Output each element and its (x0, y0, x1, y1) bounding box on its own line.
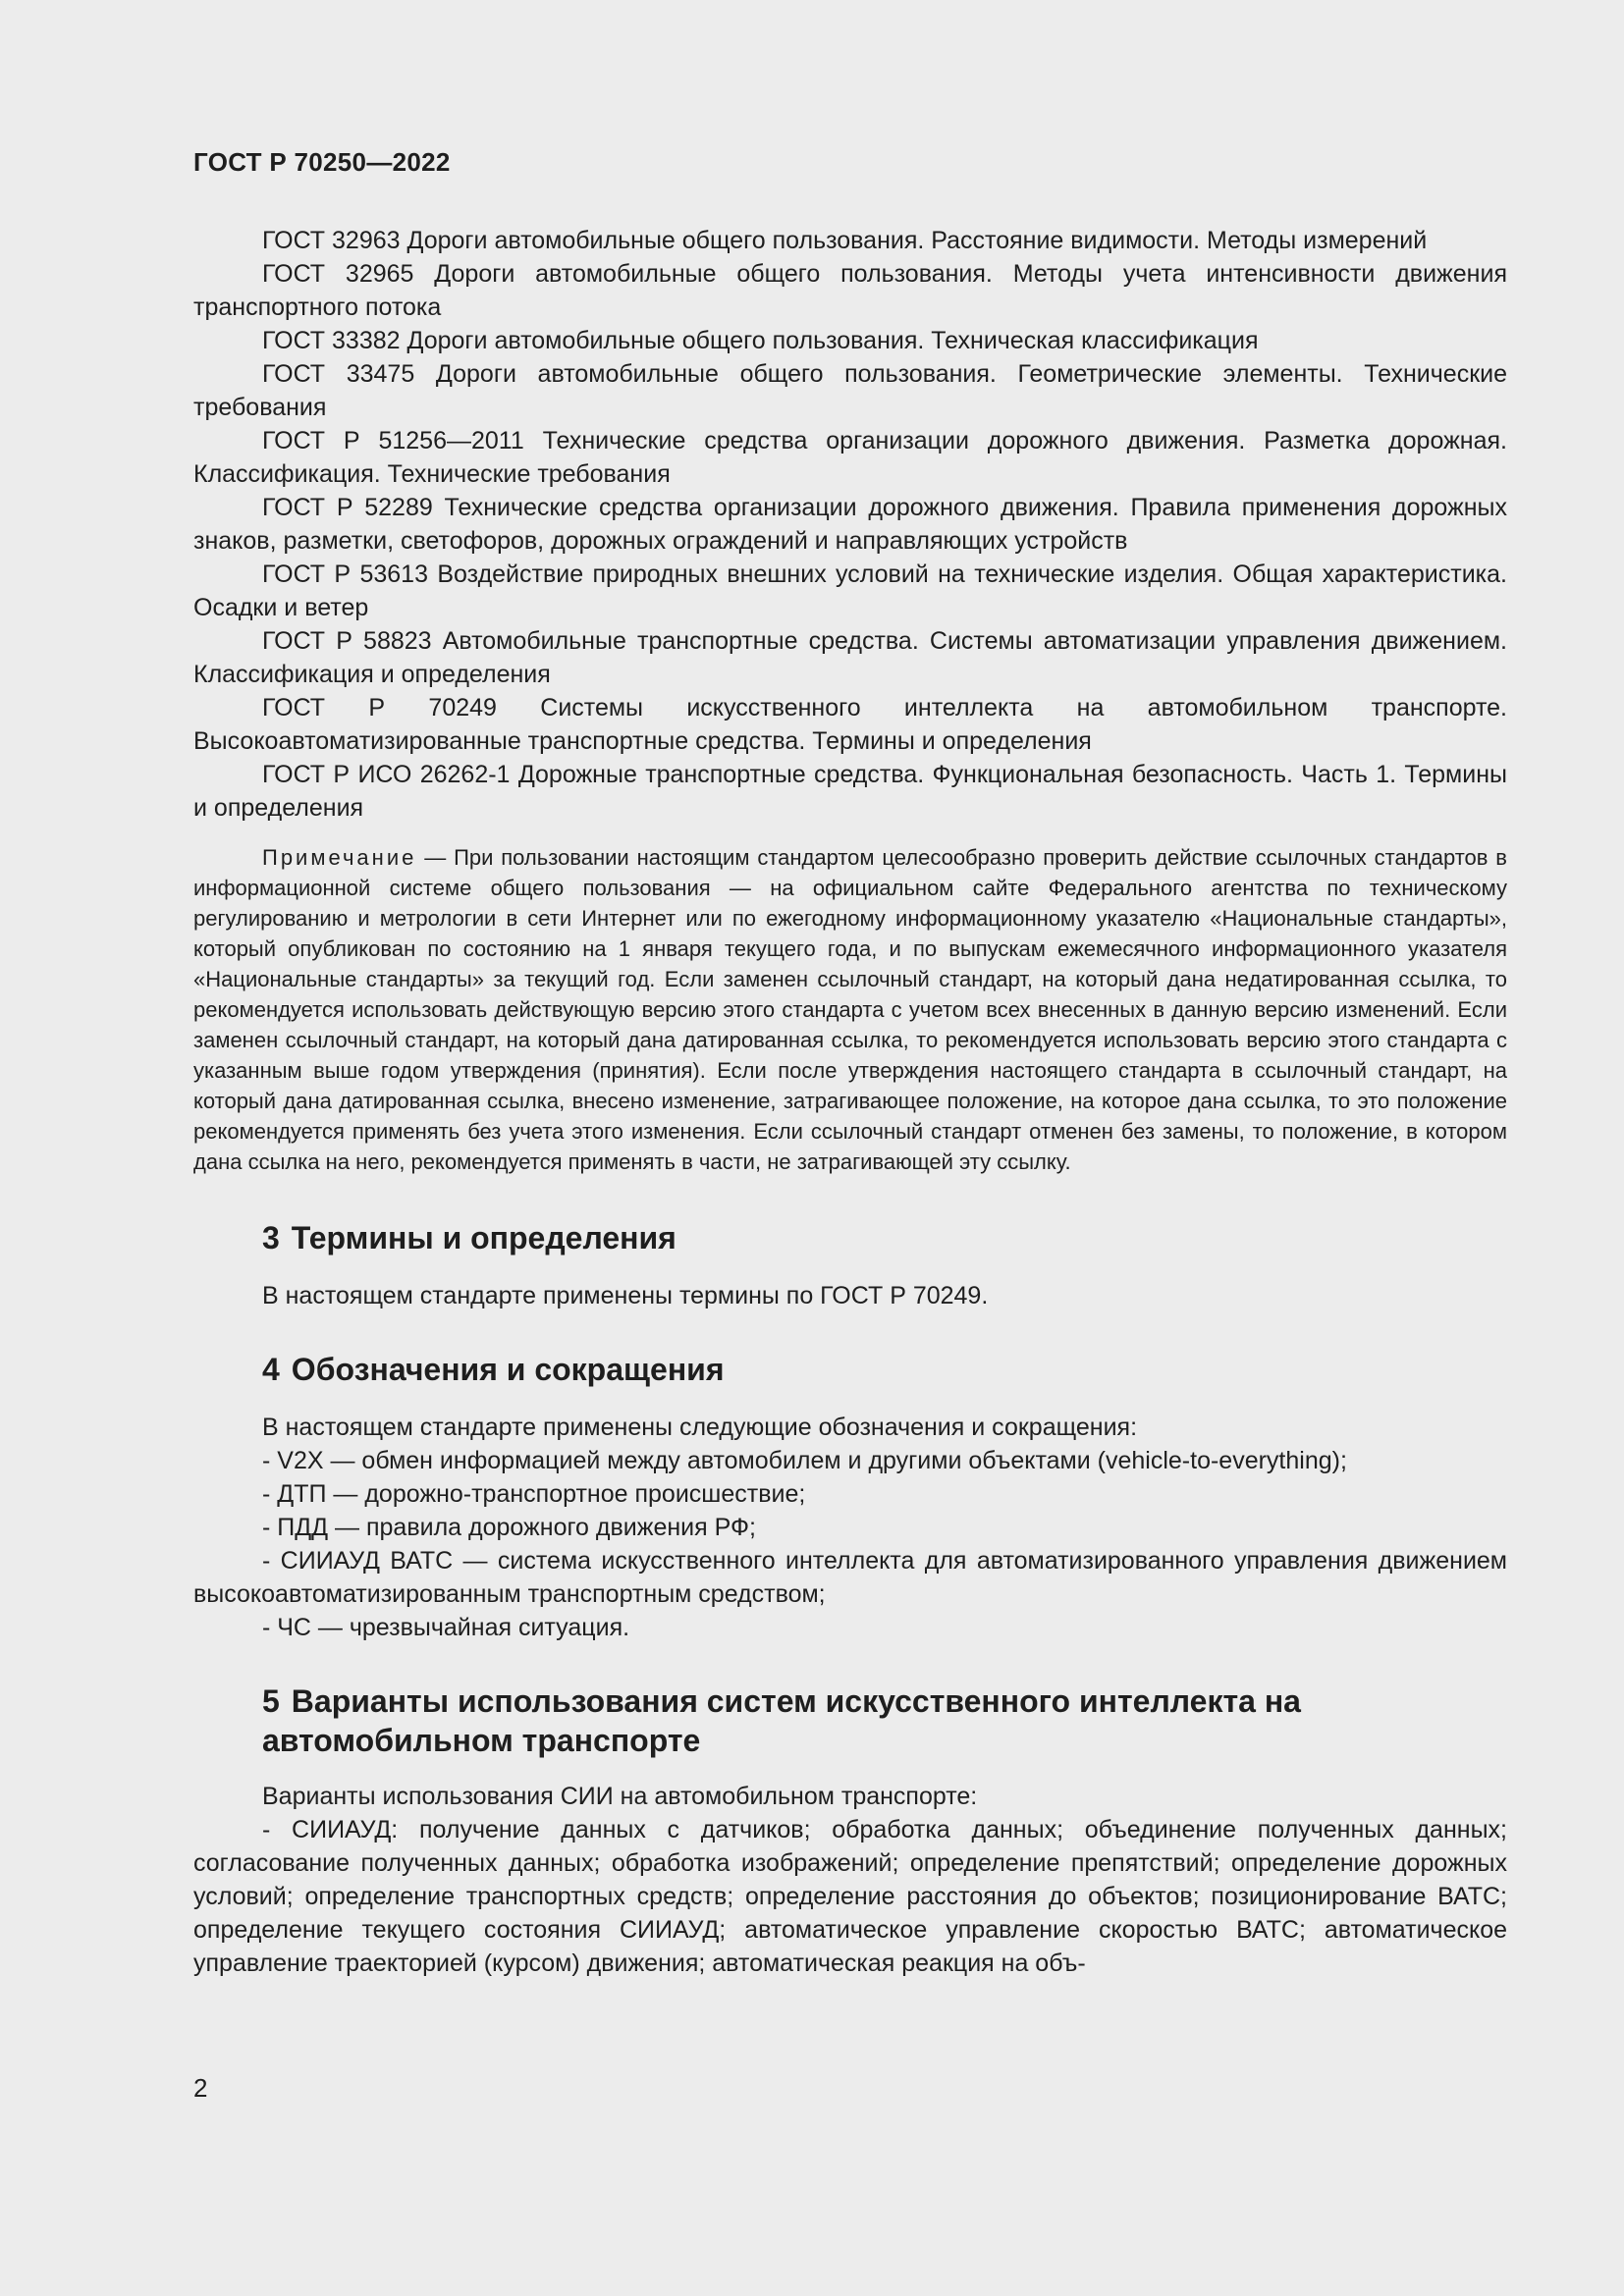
section-title: Обозначения и сокращения (291, 1352, 725, 1387)
page-number: 2 (193, 2073, 208, 2103)
reference-item: ГОСТ Р 58823 Автомобильные транспортные средства. Системы автоматизации управления движением. Классификация и определения (193, 627, 1507, 688)
reference-item: ГОСТ 32965 Дороги автомобильные общего пользования. Методы учета интенсивности движения транспортного потока (193, 260, 1507, 321)
section-4-heading (193, 1350, 1507, 1389)
section-number: 5 (262, 1683, 280, 1719)
abbreviation-item: - ПДД — правила дорожного движения РФ; (262, 1514, 756, 1541)
abbreviation-item: - СИИАУД ВАТС — система искусственного интеллекта для автоматизированного управления движением высокоавтоматизированным транспортным средством; (193, 1547, 1507, 1608)
note-label: Примечание (262, 845, 417, 870)
section-4-intro: В настоящем стандарте применены следующие обозначения и сокращения: (262, 1414, 1138, 1441)
section-title: Термины и определения (291, 1220, 677, 1255)
section-5-heading (193, 1682, 1507, 1760)
section-number: 3 (262, 1220, 280, 1255)
reference-item: ГОСТ Р 51256—2011 Технические средства организации дорожного движения. Разметка дорожная. Классификация. Технические требования (193, 427, 1507, 488)
reference-item: ГОСТ 33475 Дороги автомобильные общего пользования. Геометрические элементы. Технические требования (193, 360, 1507, 421)
abbreviation-item: - ДТП — дорожно-транспортное происшествие; (262, 1480, 806, 1508)
document-header: ГОСТ Р 70250—2022 (193, 147, 451, 177)
reference-item: ГОСТ Р 52289 Технические средства организации дорожного движения. Правила применения дорожных знаков, разметки, светофоров, дорожных ограждений и направляющих устройств (193, 494, 1507, 555)
reference-item: ГОСТ Р ИСО 26262-1 Дорожные транспортные средства. Функциональная безопасность. Часть 1. Термины и определения (193, 761, 1507, 822)
section-3-heading (193, 1218, 1507, 1257)
section-5-item: - СИИАУД: получение данных с датчиков; обработка данных; объединение полученных данных; согласование полученных данных; обработка изображений; определение препятствий; определение дорожных условий; определение транспортных средств; определение расстояния до объектов; позиционирование ВАТС; определение текущего состояния СИИАУД; автоматическое управление скоростью ВАТС; автоматическое управление траекторией (курсом) движения; автоматическая реакция на объ- (193, 1816, 1507, 1977)
page-content (193, 224, 1507, 1980)
reference-item: ГОСТ Р 53613 Воздействие природных внешних условий на технические изделия. Общая характеристика. Осадки и ветер (193, 561, 1507, 621)
abbreviation-item: - V2X — обмен информацией между автомобилем и другими объектами (vehicle-to-everything); (262, 1447, 1347, 1474)
section-3-text: В настоящем стандарте применены термины по ГОСТ Р 70249. (262, 1282, 989, 1309)
abbreviation-item: - ЧС — чрезвычайная ситуация. (262, 1614, 630, 1641)
section-5-intro: Варианты использования СИИ на автомобильном транспорте: (262, 1783, 978, 1810)
references-list (193, 224, 1507, 825)
note-text: — При пользовании настоящим стандартом целесообразно проверить действие ссылочных стандартов в информационной системе общего пользования — на официальном сайте Федерального агентства по техническому регулированию и метрологии в сети Интернет или по ежегодному информационному указателю «Национальные стандарты», который опубликован по состоянию на 1 января текущего года, и по выпускам ежемесячного информационного указателя «Национальные стандарты» за текущий год. Если заменен ссылочный стандарт, на который дана недатированная ссылка, то рекомендуется использовать действующую версию этого стандарта с учетом всех внесенных в данную версию изменений. Если заменен ссылочный стандарт, на который дана датированная ссылка, то рекомендуется использовать версию этого стандарта с указанным выше годом утверждения (принятия). Если после утверждения настоящего стандарта в ссылочный стандарт, на который дана датированная ссылка, внесено изменение, затрагивающее положение, на которое дана ссылка, то это положение рекомендуется применять без учета этого изменения. Если ссылочный стандарт отменен без замены, то положение, в котором дана ссылка на него, рекомендуется применять в части, не затрагивающей эту ссылку. (193, 845, 1507, 1174)
reference-item: ГОСТ Р 70249 Системы искусственного интеллекта на автомобильном транспорте. Высокоавтоматизированные транспортные средства. Термины и определения (193, 694, 1507, 755)
section-title: Варианты использования систем искусственного интеллекта на автомобильном транспорте (262, 1683, 1301, 1758)
reference-item: ГОСТ 33382 Дороги автомобильные общего пользования. Техническая классификация (262, 327, 1259, 354)
reference-item: ГОСТ 32963 Дороги автомобильные общего пользования. Расстояние видимости. Методы измерений (262, 227, 1428, 254)
note-paragraph (193, 842, 1507, 1177)
section-number: 4 (262, 1352, 280, 1387)
